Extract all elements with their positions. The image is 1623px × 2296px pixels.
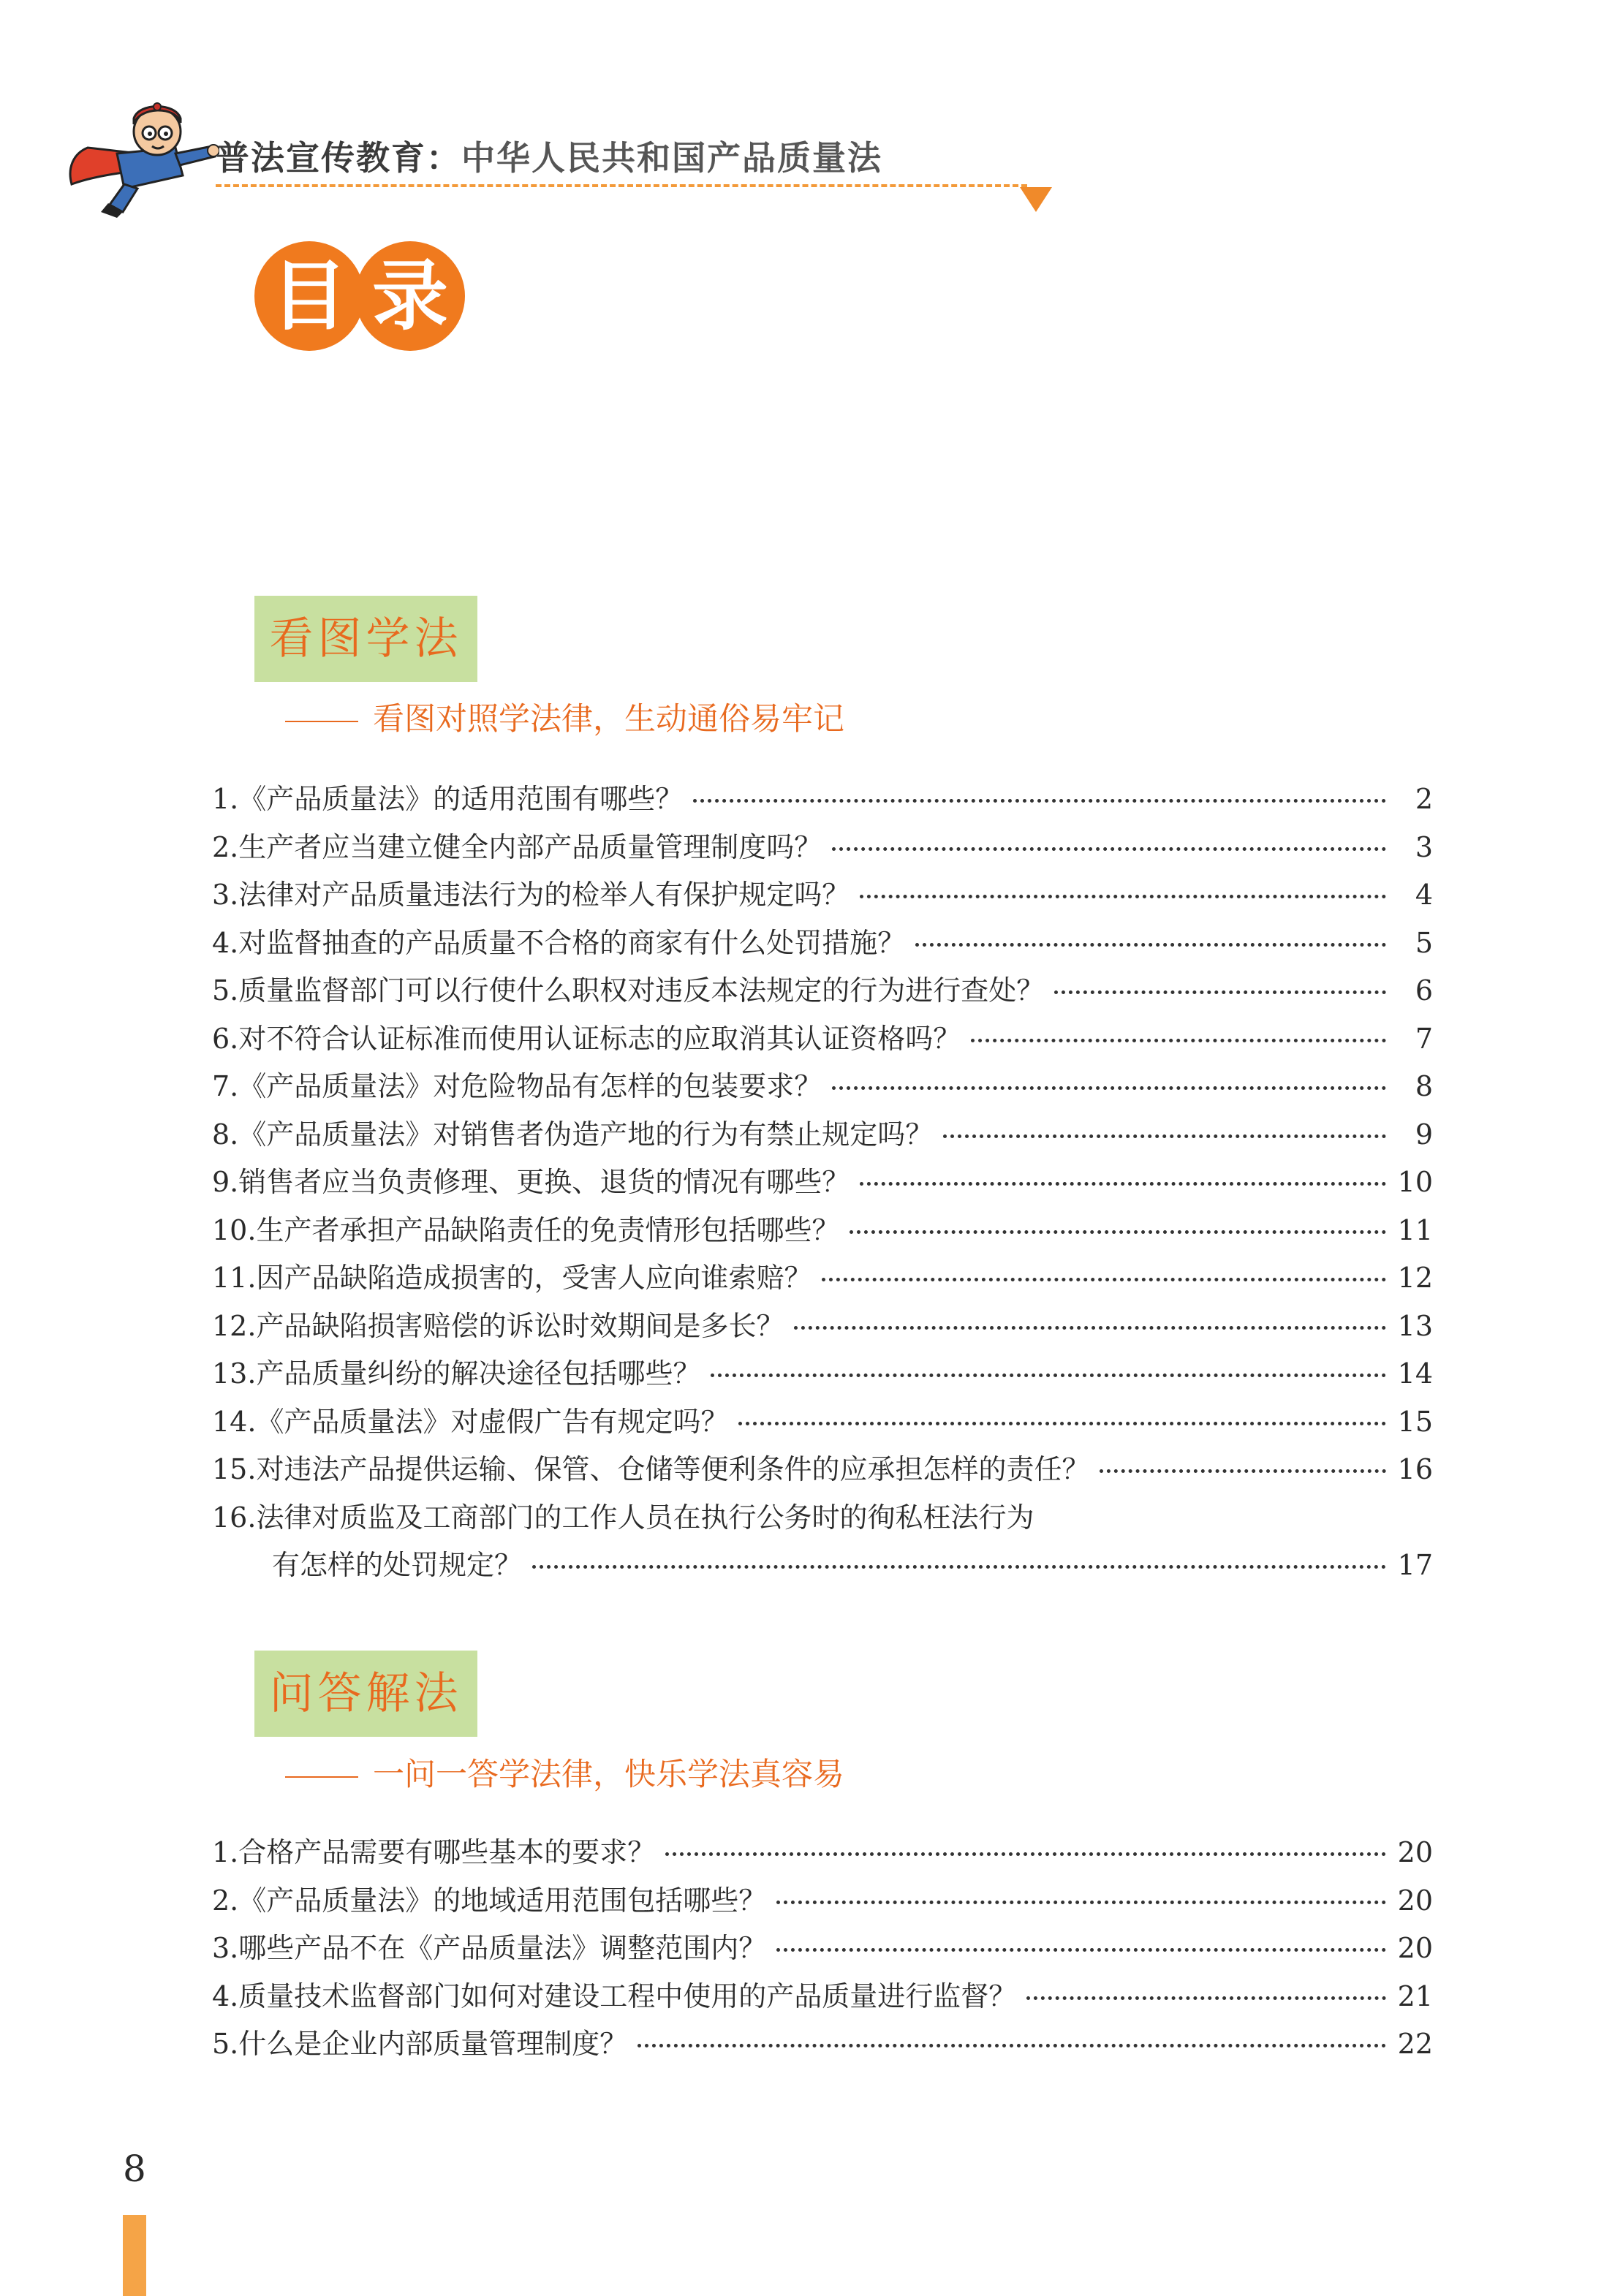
toc-item-page: 22 [1397, 2028, 1433, 2060]
toc-leader-dots [738, 1422, 1386, 1425]
toc-item-continuation[interactable] [212, 1542, 1433, 1590]
toc-leader-dots [832, 847, 1386, 851]
toc-item-page: 16 [1397, 1453, 1433, 1485]
section-label-kantu: 看图学法 [254, 596, 477, 682]
toc-leader-dots [638, 2044, 1386, 2047]
series-name: 普法宣传教育 [216, 138, 426, 178]
toc-item-text: 质量技术监督部门如何对建设工程中使用的产品质量进行监督？ [238, 1979, 1017, 2012]
toc-item-number: 7. [212, 1070, 239, 1102]
toc-item-text: 产品质量纠纷的解决途径包括哪些？ [256, 1357, 701, 1390]
toc-item-page: 6 [1415, 974, 1433, 1007]
toc-item-text: 销售者应当负责修理、更换、退货的情况有哪些？ [238, 1166, 850, 1198]
toc-item-text: 有怎样的处罚规定？ [272, 1549, 523, 1581]
toc-item-page: 4 [1415, 879, 1433, 911]
toc-item-page: 7 [1415, 1022, 1433, 1055]
toc-item-page: 20 [1397, 1884, 1433, 1917]
toc-item-number: 4. [212, 1979, 239, 2012]
page-edge-bar [123, 2215, 146, 2296]
toc-item[interactable] [212, 1350, 1433, 1398]
toc-item-page: 21 [1397, 1979, 1433, 2012]
toc-item-page: 12 [1397, 1262, 1433, 1294]
toc-leader-dots [943, 1134, 1386, 1138]
toc-leader-dots [693, 799, 1386, 803]
toc-item[interactable] [212, 920, 1433, 968]
toc-item-page: 3 [1415, 830, 1433, 863]
toc-item-number: 11. [212, 1262, 257, 1294]
toc-item-text: 对监督抽查的产品质量不合格的商家有什么处罚措施？ [238, 926, 906, 959]
section-label-wenda: 问答解法 [254, 1651, 477, 1737]
toc-item-text: 《产品质量法》的地域适用范围包括哪些？ [238, 1884, 767, 1917]
page-number: 8 [123, 2148, 146, 2190]
toc-item-number: 9. [212, 1166, 239, 1198]
subtitle-dash [285, 721, 358, 722]
subtitle-dash [285, 1776, 358, 1778]
toc-item[interactable] [212, 1303, 1433, 1351]
toc-item-number: 3. [212, 1932, 239, 1964]
toc-item[interactable] [212, 2020, 1433, 2069]
toc-leader-dots [776, 1948, 1386, 1952]
toc-item-page: 9 [1415, 1118, 1433, 1151]
toc-item-text: 《产品质量法》对销售者伪造产地的行为有禁止规定吗？ [238, 1118, 934, 1151]
toc-item-page: 13 [1397, 1309, 1433, 1342]
toc-item-number: 15. [212, 1453, 257, 1485]
section-subtitle-text: 看图对照学法律，生动通俗易牢记 [373, 701, 844, 738]
toc-item-text: 质量监督部门可以行使什么职权对违反本法规定的行为进行查处？ [238, 974, 1045, 1007]
toc-item-page: 11 [1397, 1213, 1433, 1246]
header-title [216, 132, 882, 180]
toc-item[interactable] [212, 1159, 1433, 1207]
toc-leader-dots [665, 1852, 1386, 1856]
toc-item-number: 13. [212, 1357, 257, 1390]
toc-item-number: 6. [212, 1022, 239, 1055]
toc-item-number: 5. [212, 974, 239, 1007]
toc-item-number: 4. [212, 926, 239, 959]
toc-item-text: 因产品缺陷造成损害的，受害人应向谁索赔？ [256, 1262, 812, 1294]
toc-item[interactable] [212, 1063, 1433, 1111]
toc-item-text: 《产品质量法》的适用范围有哪些？ [238, 783, 684, 815]
toc-list-section2 [212, 1829, 1433, 2069]
toc-item-text: 《产品质量法》对危险物品有怎样的包装要求？ [238, 1070, 822, 1102]
toc-item-number: 3. [212, 879, 239, 911]
toc-title-char: 目 [254, 241, 364, 351]
toc-item[interactable] [212, 1829, 1433, 1877]
header-separator: ： [426, 138, 461, 178]
toc-item-number: 8. [212, 1118, 239, 1151]
toc-list-section1 [212, 776, 1433, 1590]
triangle-marker-icon [1020, 187, 1052, 212]
toc-leader-dots [776, 1901, 1386, 1904]
toc-leader-dots [860, 1182, 1386, 1186]
toc-item-number: 2. [212, 1884, 239, 1917]
toc-leader-dots [915, 943, 1386, 947]
toc-item[interactable] [212, 1111, 1433, 1159]
toc-item[interactable] [212, 871, 1433, 920]
superhero-mascot-icon [66, 102, 219, 223]
toc-item-number: 5. [212, 2028, 239, 2060]
toc-item-page: 2 [1415, 783, 1433, 815]
toc-item-text: 生产者承担产品缺陷责任的免责情形包括哪些？ [256, 1213, 840, 1246]
toc-leader-dots [711, 1374, 1386, 1377]
toc-leader-dots [860, 895, 1386, 898]
toc-item[interactable] [212, 1207, 1433, 1255]
toc-leader-dots [1026, 1996, 1386, 2000]
header-dashed-rule [216, 184, 1027, 187]
toc-leader-dots [850, 1230, 1386, 1234]
toc-item[interactable] [212, 1398, 1433, 1447]
toc-item-number: 1. [212, 1836, 239, 1868]
toc-item-page: 20 [1397, 1836, 1433, 1868]
toc-item-page: 20 [1397, 1932, 1433, 1964]
toc-title-char: 录 [355, 241, 465, 351]
toc-item-text: 生产者应当建立健全内部产品质量管理制度吗？ [238, 830, 822, 863]
toc-leader-dots [794, 1326, 1386, 1330]
toc-item-page: 10 [1397, 1166, 1433, 1198]
toc-item-text: 什么是企业内部质量管理制度？ [238, 2028, 628, 2060]
toc-item[interactable] [212, 776, 1433, 824]
book-name: 中华人民共和国产品质量法 [461, 138, 882, 178]
toc-item[interactable] [212, 1494, 1433, 1542]
toc-item[interactable] [212, 824, 1433, 872]
page-header [66, 95, 1060, 219]
toc-item-text: 对不符合认证标准而使用认证标志的应取消其认证资格吗？ [238, 1022, 961, 1055]
toc-item-number: 1. [212, 783, 239, 815]
toc-leader-dots [832, 1086, 1386, 1090]
toc-item-text: 产品缺陷损害赔偿的诉讼时效期间是多长？ [256, 1309, 784, 1342]
section-subtitle-text: 一问一答学法律，快乐学法真容易 [373, 1757, 844, 1793]
toc-leader-dots [822, 1278, 1386, 1281]
section-subtitle [285, 694, 844, 739]
toc-item-number: 14. [212, 1405, 257, 1438]
toc-item-page: 5 [1415, 926, 1433, 959]
toc-item-text: 对违法产品提供运输、保管、仓储等便利条件的应承担怎样的责任？ [256, 1453, 1090, 1485]
toc-item-text: 法律对质监及工商部门的工作人员在执行公务时的徇私枉法行为 [256, 1501, 1034, 1534]
toc-item-number: 16. [212, 1501, 257, 1534]
toc-item[interactable] [212, 1973, 1433, 2021]
toc-leader-dots [1100, 1469, 1386, 1473]
toc-leader-dots [971, 1039, 1386, 1042]
toc-item[interactable] [212, 1446, 1433, 1494]
toc-item-number: 10. [212, 1213, 257, 1246]
toc-leader-dots [1054, 990, 1386, 994]
toc-item[interactable] [212, 1254, 1433, 1303]
toc-item[interactable] [212, 1015, 1433, 1064]
toc-item-page: 17 [1397, 1549, 1433, 1581]
toc-item-page: 15 [1397, 1405, 1433, 1438]
toc-item-text: 《产品质量法》对虚假广告有规定吗？ [256, 1405, 729, 1438]
toc-item-text: 哪些产品不在《产品质量法》调整范围内？ [238, 1932, 767, 1964]
toc-leader-dots [532, 1565, 1386, 1569]
toc-item-number: 12. [212, 1309, 257, 1342]
toc-item-page: 8 [1415, 1070, 1433, 1102]
toc-item[interactable] [212, 967, 1433, 1015]
toc-item-number: 2. [212, 830, 239, 863]
toc-item-text: 合格产品需要有哪些基本的要求？ [238, 1836, 656, 1868]
toc-item[interactable] [212, 1925, 1433, 1973]
toc-item-page: 14 [1397, 1357, 1433, 1390]
section-subtitle [285, 1750, 844, 1795]
toc-item-text: 法律对产品质量违法行为的检举人有保护规定吗？ [238, 879, 850, 911]
toc-item[interactable] [212, 1877, 1433, 1925]
